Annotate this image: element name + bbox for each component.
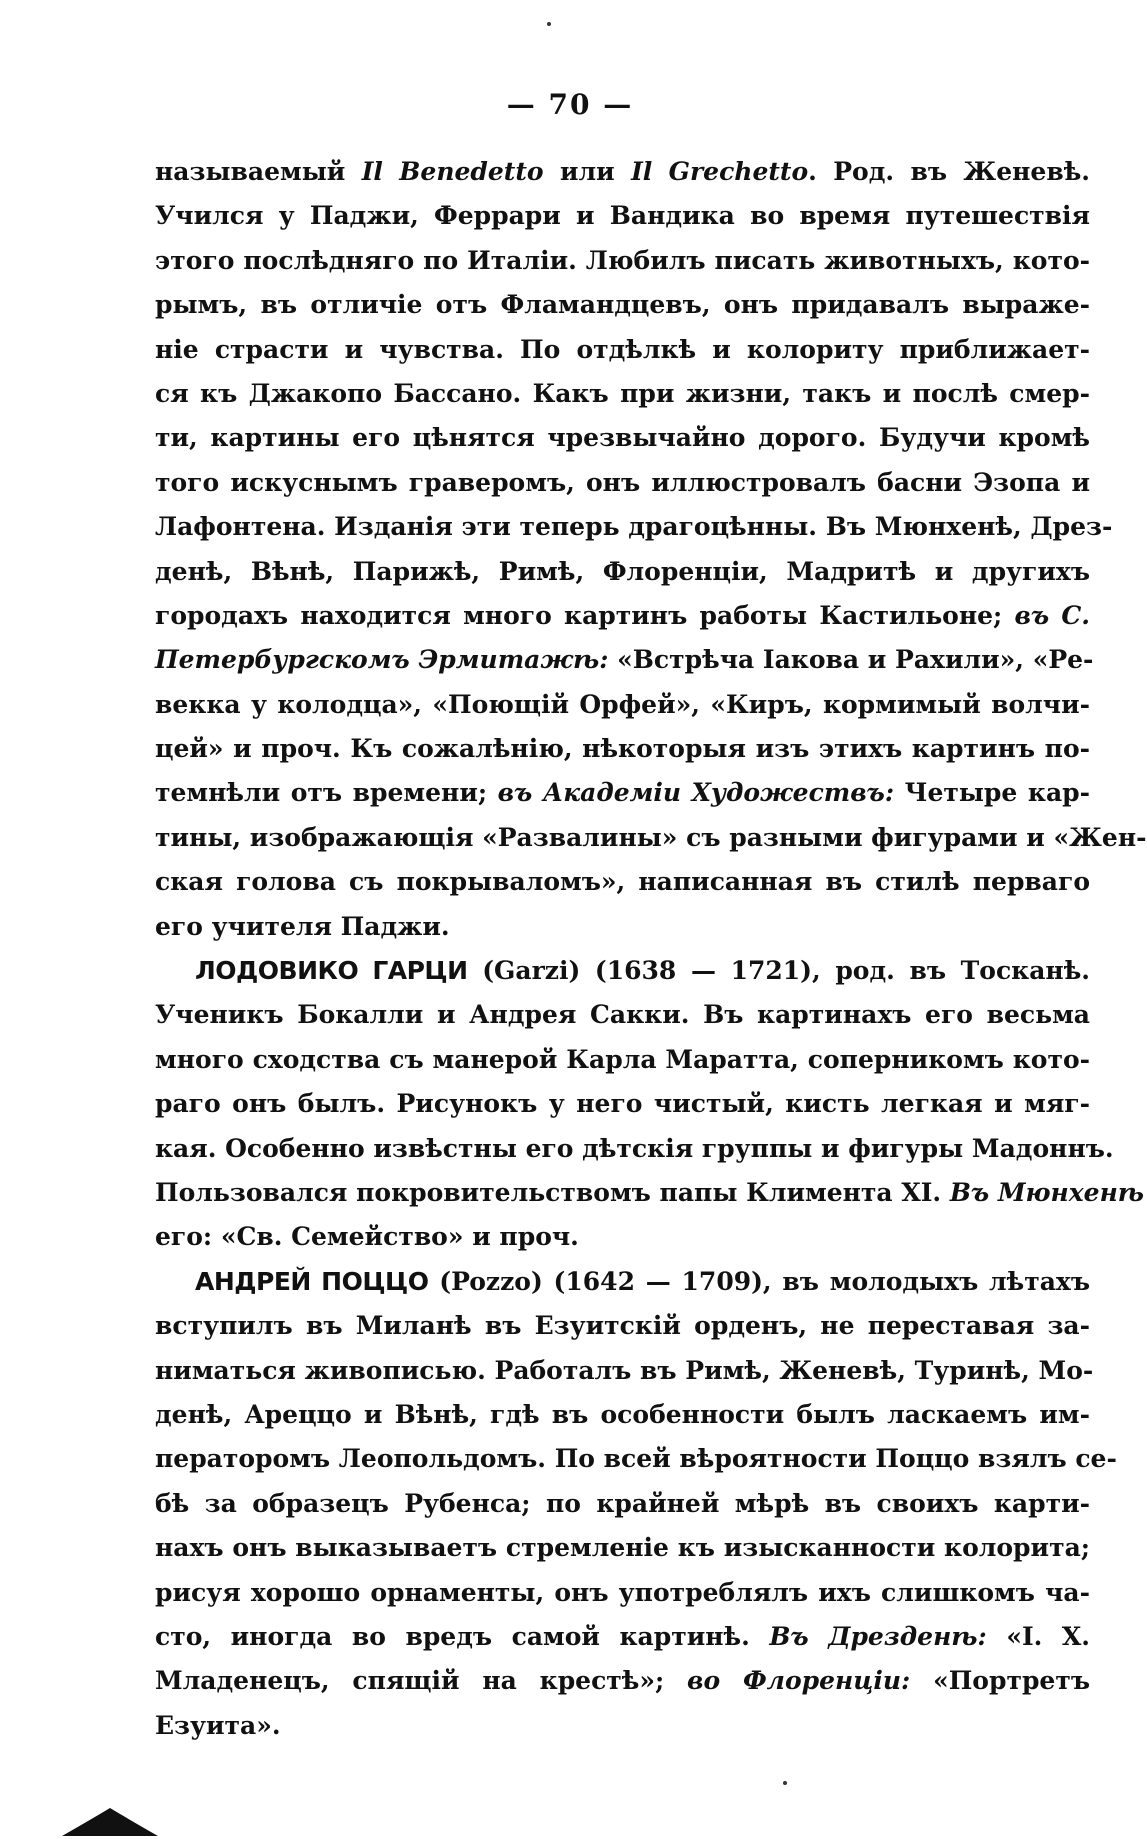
text-line (155, 860, 1090, 904)
text-segment: нахъ онъ выказываетъ стремленіе къ изысканности колорита; (155, 1533, 1090, 1563)
text-segment: рымъ, въ отличіе отъ Фламандцевъ, онъ придавалъ выраже- (155, 290, 1090, 320)
text-segment: этого послѣдняго по Италіи. Любилъ писать животныхъ, кото- (155, 245, 1090, 275)
text-segment: . Род. въ Женевѣ. (808, 157, 1090, 186)
text-segment: бѣ за образецъ Рубенса; по крайней мѣрѣ въ своихъ карти- (155, 1488, 1090, 1518)
text-line (155, 816, 1147, 860)
text-line (155, 372, 1090, 416)
text-segment: того искуснымъ граверомъ, онъ иллюстровалъ басни Эзопа и (155, 467, 1090, 497)
text-segment: цей» и проч. Къ сожалѣнію, нѣкоторыя изъ этихъ картинъ по- (155, 734, 1090, 764)
text-line (155, 1615, 1090, 1659)
text-segment: Лафонтена. Изданія эти теперь драгоцѣнны. Въ Мюнхенѣ, Дрез- (155, 512, 1113, 542)
text-segment: (Garzi) (1638 — 1721), род. въ Тосканѣ. (467, 956, 1091, 986)
text-segment: называемый (155, 157, 362, 186)
text-line (155, 905, 1090, 949)
italic-text: Петербургскомъ Эрмитажѣ: (155, 645, 609, 675)
text-segment: «Встрѣча Іакова и Рахили», «Ре- (608, 645, 1094, 675)
text-line (155, 416, 1090, 460)
text-line (155, 1704, 1090, 1748)
text-segment: темнѣли отъ времени; (155, 778, 498, 808)
text-line (155, 1571, 1090, 1615)
text-line (155, 1526, 1090, 1570)
italic-text: Въ Дрезденѣ: (769, 1621, 987, 1651)
text-line (155, 1437, 1117, 1481)
text-segment: раго онъ былъ. Рисунокъ у него чистый, кисть легкая и мяг- (155, 1089, 1090, 1119)
text-line (155, 993, 1090, 1037)
text-segment: ти, картины его цѣнятся чрезвычайно дорого. Будучи кромѣ (155, 423, 1090, 453)
text-segment: Езуита». (155, 1710, 281, 1740)
text-segment: «І. Х. (986, 1621, 1090, 1651)
italic-text: Il Benedetto (361, 157, 544, 186)
text-segment: Младенецъ, спящій на крестѣ»; (155, 1666, 688, 1696)
text-line (155, 461, 1090, 505)
italic-text: Il Grechetto (631, 157, 809, 186)
text-segment: его учителя Паджи. (155, 911, 450, 941)
text-line (155, 328, 1090, 372)
text-segment: Ученикъ Бокалли и Андрея Сакки. Въ картинахъ его весьма (155, 1000, 1090, 1030)
text-segment: сто, иногда во вредъ самой картинѣ. (155, 1621, 770, 1651)
text-segment: или (543, 157, 632, 186)
text-line (155, 594, 1090, 638)
entry-heading: ЛОДОВИКО ГАРЦИ (195, 956, 468, 986)
text-line (155, 505, 1113, 549)
text-segment: Учился у Паджи, Феррари и Вандика во время путешествія (155, 201, 1090, 231)
text-segment: денѣ, Ареццо и Вѣнѣ, гдѣ въ особенности былъ ласкаемъ им- (155, 1399, 1090, 1429)
text-segment: много сходства съ манерой Карла Маратта, соперникомъ кото- (155, 1044, 1090, 1074)
text-segment: денѣ, Вѣнѣ, Парижѣ, Римѣ, Флоренціи, Мадритѣ и другихъ (155, 556, 1090, 586)
text-segment: рисуя хорошо орнаменты, онъ употреблялъ ихъ слишкомъ ча- (155, 1577, 1090, 1607)
text-segment: вступилъ въ Миланѣ въ Езуитскій орденъ, не переставая за- (155, 1311, 1090, 1341)
text-segment: тины, изображающія «Развалины» съ разными фигурами и «Жен- (155, 822, 1147, 852)
text-segment: ніе страсти и чувства. По отдѣлкѣ и колориту приближает- (155, 334, 1090, 364)
text-line (155, 550, 1090, 594)
text-line (155, 683, 1090, 727)
italic-text: Въ Мюнхенѣ (949, 1177, 1145, 1207)
text-line (155, 239, 1090, 283)
text-segment: ся къ Джакопо Бассано. Какъ при жизни, такъ и послѣ смер- (155, 378, 1090, 408)
text-segment: городахъ находится много картинъ работы Кастильоне; (155, 600, 1015, 630)
text-segment: Пользовался покровительствомъ папы Климента XI. (155, 1177, 950, 1207)
text-segment: (Pozzo) (1642 — 1709), въ молодыхъ лѣтахъ (428, 1266, 1090, 1296)
text-line (155, 283, 1090, 327)
text-segment: «Портретъ (910, 1666, 1090, 1696)
text-line (155, 1215, 1090, 1259)
text-line (155, 771, 1090, 815)
text-line (155, 1482, 1090, 1526)
text-segment: ператоромъ Леопольдомъ. По всей вѣроятности Поццо взялъ се- (155, 1444, 1117, 1474)
italic-text: во Флоренціи: (687, 1666, 911, 1696)
text-line (155, 1393, 1090, 1437)
text-line (155, 1659, 1090, 1703)
text-line (155, 1171, 1145, 1215)
page-speck (547, 22, 551, 26)
ornament-decoration (60, 1800, 160, 1839)
italic-text: въ Академіи Художествъ: (497, 778, 895, 808)
body-text (155, 150, 1147, 1748)
text-segment: Четыре кар- (894, 778, 1091, 808)
text-line (155, 1082, 1090, 1126)
text-line (155, 949, 1090, 993)
text-line (155, 1127, 1114, 1171)
text-line (155, 1038, 1090, 1082)
text-line (155, 1260, 1090, 1304)
text-segment: векка у колодца», «Поющій Орфей», «Киръ, кормимый волчи- (155, 689, 1090, 719)
italic-text: въ С. (1014, 600, 1091, 630)
text-segment: ская голова съ покрываломъ», написанная въ стилѣ перваго (155, 867, 1090, 897)
text-line (155, 1349, 1094, 1393)
text-segment: ниматься живописью. Работалъ въ Римѣ, Женевѣ, Туринѣ, Мо- (155, 1355, 1094, 1385)
text-line (155, 150, 1090, 194)
page-number: — 70 — (506, 88, 634, 121)
text-line (155, 1304, 1090, 1348)
entry-heading: АНДРЕЙ ПОЦЦО (195, 1266, 429, 1296)
text-line (155, 727, 1090, 771)
text-segment: его: «Св. Семейство» и проч. (155, 1222, 579, 1252)
text-line (155, 194, 1090, 238)
text-line (155, 638, 1094, 682)
text-segment: кая. Особенно извѣстны его дѣтскія группы и фигуры Мадоннъ. (155, 1133, 1114, 1163)
page-speck (783, 1781, 787, 1785)
